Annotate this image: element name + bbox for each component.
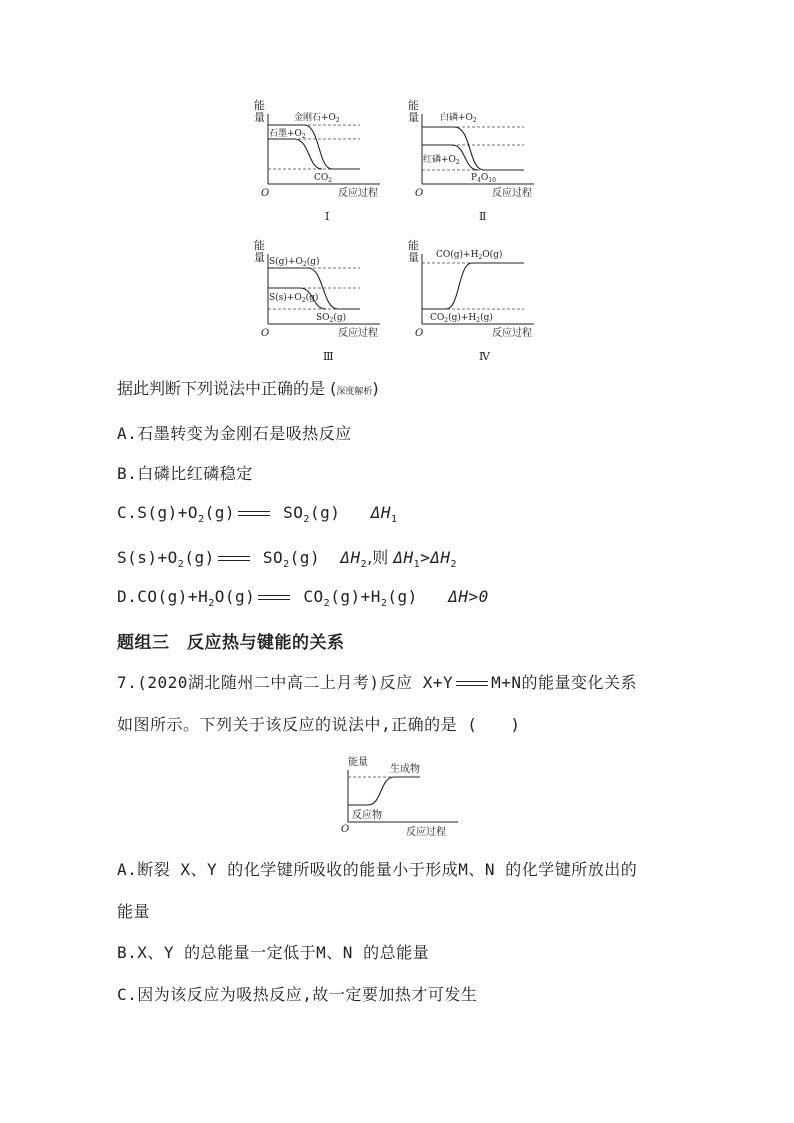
x-axis-label: 反应过程 xyxy=(338,328,378,339)
question6-option-a: A.石墨转变为金刚石是吸热反应 xyxy=(117,424,352,443)
question6-option-c: $C.S(g)+O_2(g)$ $SO_2(g)$ $\Delta H_1$ xyxy=(117,503,398,526)
question6-option-d: $D.CO(g)+H_2O(g)$ $CO_2(g)+H_2(g)$ ΔH>0 xyxy=(117,587,489,610)
analysis-note: 深度解析 xyxy=(336,387,373,397)
origin-label: O xyxy=(261,328,270,339)
energy-diagram-panel-2 xyxy=(406,96,556,226)
section-title: 题组三 反应热与键能的关系 xyxy=(117,633,345,653)
label-graphite-o2: 石墨$+O_2$ xyxy=(269,129,306,140)
label-co2: $CO_2$ xyxy=(314,173,333,184)
energy-diagram-panel-1 xyxy=(252,96,402,226)
origin-label: O xyxy=(415,188,424,199)
y-axis-label-bottom: 量 xyxy=(408,111,419,124)
label-red-phosphorus: 红磷$+O_2$ xyxy=(423,155,460,166)
y-axis-label-bottom: 量 xyxy=(254,111,265,124)
panel-roman-3: Ⅲ xyxy=(323,350,334,363)
x-axis-label: 反应过程 xyxy=(492,328,532,339)
label-s-gas-o2: $S(g)+O_2(g)$ xyxy=(269,257,320,268)
label-so2: $SO_2(g)$ xyxy=(316,313,347,324)
origin-label: O xyxy=(341,824,350,835)
x-axis-label: 反应过程 xyxy=(492,188,532,199)
curve-graphite xyxy=(268,139,322,169)
curve-endothermic xyxy=(422,263,524,309)
equals-arrow xyxy=(258,595,290,600)
product-label: 生成物 xyxy=(390,764,420,775)
y-axis-label-top: 能 xyxy=(408,239,419,252)
question6-stem: 据此判断下列说法中正确的是 (深度解析) xyxy=(117,379,379,398)
y-axis-label-top: 能 xyxy=(254,99,265,112)
label-co-h2o: $CO(g)+H_2O(g)$ xyxy=(436,250,503,261)
question7-stem-line2: 如图所示。下列关于该反应的说法中,正确的是 ( ) xyxy=(117,715,521,734)
equals-arrow xyxy=(456,681,488,686)
label-s-solid-o2: $S(s)+O_2(g)$ xyxy=(269,293,319,304)
question7-stem-line1: 7.(2020湖北随州二中高二上月考)反应 X+Y M+N的能量变化关系 xyxy=(117,673,638,692)
question6-option-c-line2: $S(s)+O_2(g)$ $SO_2(g)$ $\Delta H_2$,则 $\Delta H_1>\Delta H_2$ xyxy=(117,548,458,571)
label-co2-h2: $CO_2(g)+H_2(g)$ xyxy=(430,313,493,324)
equals-arrow xyxy=(238,511,270,516)
reaction-curve xyxy=(348,777,420,805)
label-p4o10: $P_4O_{10}$ xyxy=(471,173,496,184)
origin-label: O xyxy=(261,188,270,199)
panel-roman-4: Ⅳ xyxy=(479,350,490,363)
y-axis-label-bottom: 量 xyxy=(254,251,265,264)
question7-option-b: B.X、Y 的总能量一定低于M、N 的总能量 xyxy=(117,943,430,962)
question7-option-a-line2: 能量 xyxy=(117,902,151,921)
question7-option-c: C.因为该反应为吸热反应,故一定要加热才可发生 xyxy=(117,985,478,1004)
x-axis-label: 反应过程 xyxy=(338,188,378,199)
question6-option-b: B.白磷比红磷稳定 xyxy=(117,464,253,483)
panel-roman-2: Ⅱ xyxy=(479,210,487,223)
label-white-phosphorus: 白磷$+O_2$ xyxy=(440,113,477,124)
panel-roman-1: Ⅰ xyxy=(325,210,330,223)
energy-diagram-question7 xyxy=(330,750,480,842)
y-axis-label-bottom: 量 xyxy=(408,251,419,264)
energy-diagram-panel-4 xyxy=(406,236,556,366)
x-axis-label: 反应过程 xyxy=(406,827,446,838)
equals-arrow xyxy=(218,556,250,561)
y-axis-label-top: 能 xyxy=(254,239,265,252)
question7-option-a-line1: A.断裂 X、Y 的化学键所吸收的能量小于形成M、N 的化学键所放出的 xyxy=(117,860,638,879)
label-diamond-o2: 金刚石$+O_2$ xyxy=(294,113,340,124)
y-axis-label-top: 能 xyxy=(408,99,419,112)
energy-diagram-panel-3 xyxy=(252,236,402,366)
origin-label: O xyxy=(415,328,424,339)
y-axis-label: 能量 xyxy=(348,757,368,768)
reactant-label: 反应物 xyxy=(352,810,382,821)
